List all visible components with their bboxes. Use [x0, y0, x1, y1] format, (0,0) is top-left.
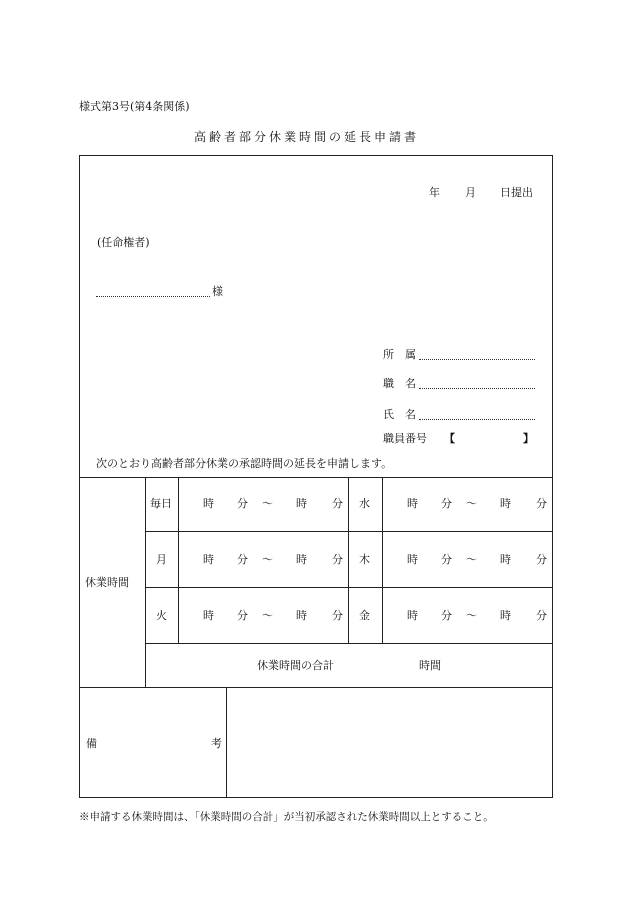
start-minute-unit: 分 [441, 497, 452, 510]
day-tuesday: 火 [156, 609, 167, 622]
affiliation-line[interactable] [419, 359, 535, 360]
start-hour-unit: 時 [407, 609, 418, 622]
schedule-top-border [79, 477, 553, 478]
end-hour-unit: 時 [500, 553, 511, 566]
range-tilde: ～ [262, 609, 273, 622]
honorific: 様 [212, 285, 223, 298]
day-friday: 金 [359, 609, 370, 622]
day-wednesday: 水 [359, 497, 370, 510]
end-hour-unit: 時 [500, 609, 511, 622]
name-line[interactable] [419, 419, 535, 420]
row-divider-2 [145, 587, 553, 588]
row-divider-3 [145, 643, 553, 644]
row-divider-1 [145, 531, 553, 532]
page-title: 高齢者部分休業時間の延長申請書 [194, 130, 420, 144]
day2-column-border [382, 477, 383, 643]
total-unit: 時間 [419, 659, 441, 672]
total-label: 休業時間の合計 [257, 659, 334, 672]
end-hour-unit: 時 [296, 497, 307, 510]
date-month-label: 月 [465, 186, 476, 199]
appointer-name-line[interactable] [96, 296, 210, 297]
name-label: 氏 名 [383, 408, 416, 421]
range-tilde: ～ [262, 553, 273, 566]
start-hour-unit: 時 [203, 609, 214, 622]
remarks-column-border [226, 687, 227, 798]
range-tilde: ～ [262, 497, 273, 510]
end-minute-unit: 分 [332, 497, 343, 510]
date-year-label: 年 [429, 186, 440, 199]
end-minute-unit: 分 [332, 553, 343, 566]
time1-column-border [348, 477, 349, 643]
position-label: 職 名 [383, 377, 416, 390]
appointer-label: (任命権者) [97, 236, 150, 249]
start-minute-unit: 分 [237, 553, 248, 566]
start-minute-unit: 分 [441, 553, 452, 566]
end-minute-unit: 分 [332, 609, 343, 622]
range-tilde: ～ [466, 553, 477, 566]
end-minute-unit: 分 [536, 553, 547, 566]
remarks-label-1: 備 [86, 737, 97, 750]
day1-column-border [178, 477, 179, 643]
employee-no-label: 職員番号 [383, 432, 427, 445]
start-hour-unit: 時 [203, 553, 214, 566]
end-minute-unit: 分 [536, 497, 547, 510]
bracket-close: 】 [523, 432, 534, 445]
end-minute-unit: 分 [536, 609, 547, 622]
day-monday: 月 [156, 553, 167, 566]
statement: 次のとおり高齢者部分休業の承認時間の延長を申請します。 [96, 457, 393, 470]
start-hour-unit: 時 [407, 553, 418, 566]
schedule-label: 休業時間 [85, 576, 129, 589]
start-hour-unit: 時 [407, 497, 418, 510]
bracket-open: 【 [444, 432, 455, 445]
label-column-border [145, 477, 146, 687]
range-tilde: ～ [466, 497, 477, 510]
position-line[interactable] [419, 388, 535, 389]
start-hour-unit: 時 [203, 497, 214, 510]
footnote: ※申請する休業時間は、「休業時間の合計」が当初承認された休業時間以上とすること。 [79, 811, 494, 823]
end-hour-unit: 時 [500, 497, 511, 510]
day-everyday: 毎日 [150, 497, 172, 510]
remarks-top-border [79, 687, 553, 688]
remarks-field[interactable] [228, 689, 551, 796]
start-minute-unit: 分 [237, 609, 248, 622]
range-tilde: ～ [466, 609, 477, 622]
end-hour-unit: 時 [296, 553, 307, 566]
end-hour-unit: 時 [296, 609, 307, 622]
form-number: 様式第3号(第4条関係) [79, 100, 190, 113]
start-minute-unit: 分 [441, 609, 452, 622]
start-minute-unit: 分 [237, 497, 248, 510]
remarks-label-2: 考 [211, 737, 222, 750]
day-thursday: 木 [359, 553, 370, 566]
affiliation-label: 所 属 [383, 348, 416, 361]
date-day-label: 日提出 [500, 186, 533, 199]
